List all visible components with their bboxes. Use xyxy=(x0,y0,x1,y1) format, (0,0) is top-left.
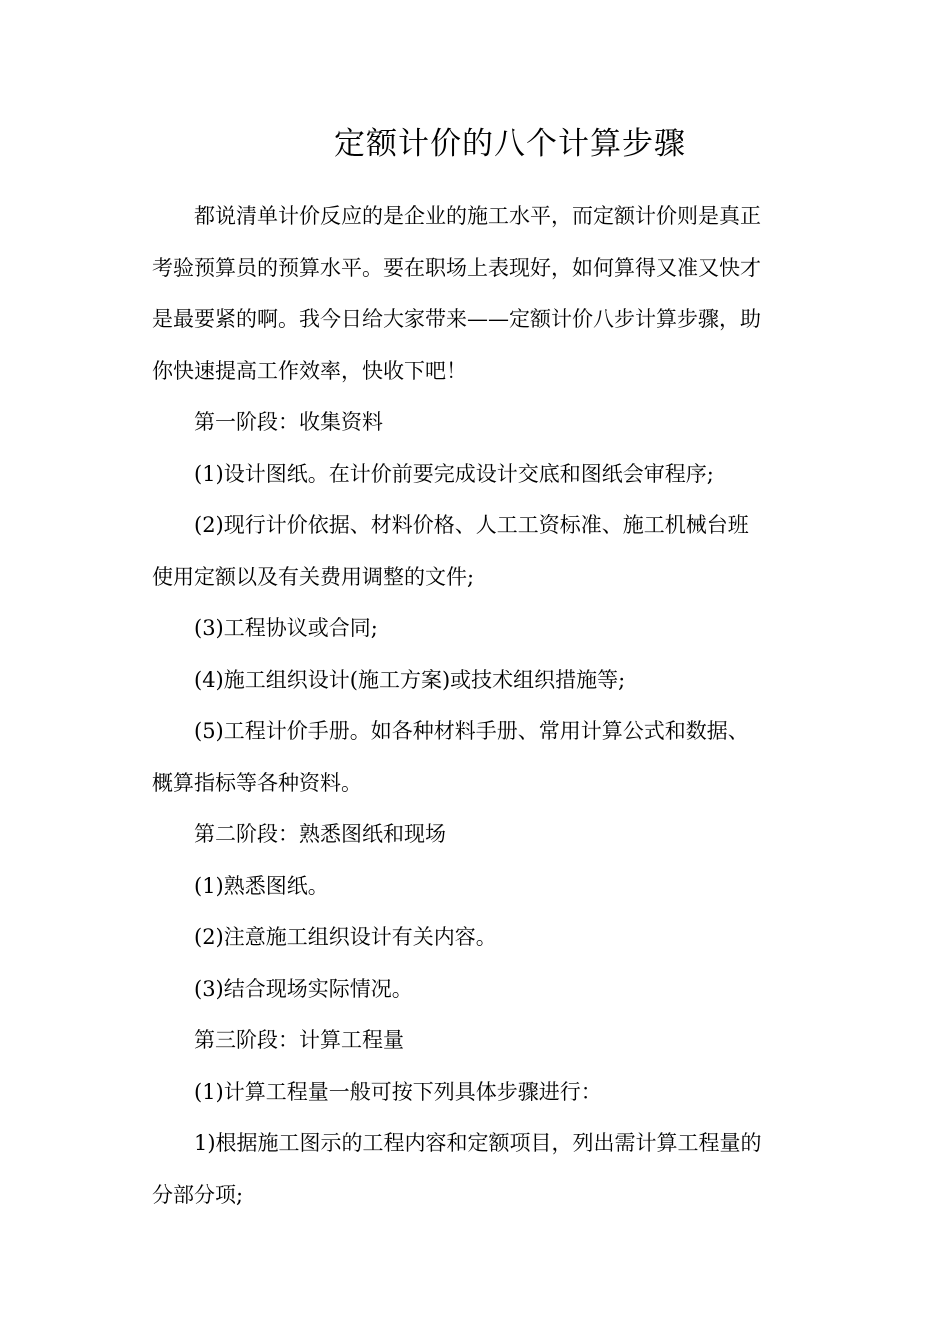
paragraph-line: 都说清单计价反应的是企业的施工水平，而定额计价则是真正 xyxy=(194,204,761,228)
list-item: (3)工程协议或合同; xyxy=(194,616,378,640)
list-item-continuation: 概算指标等各种资料。 xyxy=(152,770,362,795)
list-item: (1)熟悉图纸。 xyxy=(194,873,329,898)
section-heading: 第一阶段：收集资料 xyxy=(194,410,383,434)
list-item: (1)设计图纸。在计价前要完成设计交底和图纸会审程序; xyxy=(194,461,714,486)
paragraph-line: 是最要紧的啊。我今日给大家带来——定额计价八步计算步骤，助 xyxy=(152,307,761,331)
list-item: (3)结合现场实际情况。 xyxy=(194,976,413,1001)
list-item-continuation: 使用定额以及有关费用调整的文件; xyxy=(152,564,475,589)
list-item: 1)根据施工图示的工程内容和定额项目，列出需计算工程量的 xyxy=(194,1131,762,1155)
list-item-continuation: 分部分项; xyxy=(152,1182,244,1207)
document-body xyxy=(152,191,804,1221)
section-heading: 第三阶段：计算工程量 xyxy=(194,1028,404,1052)
list-item: (1)计算工程量一般可按下列具体步骤进行： xyxy=(194,1079,602,1104)
section-heading: 第二阶段：熟悉图纸和现场 xyxy=(194,822,446,846)
list-item: (5)工程计价手册。如各种材料手册、常用计算公式和数据、 xyxy=(194,719,749,743)
document-title: 定额计价的八个计算步骤 xyxy=(334,126,686,162)
list-item: (4)施工组织设计(施工方案)或技术组织措施等; xyxy=(194,667,626,692)
list-item: (2)注意施工组织设计有关内容。 xyxy=(194,925,497,949)
paragraph-line: 考验预算员的预算水平。要在职场上表现好，如何算得又准又快才 xyxy=(152,255,761,280)
list-item: (2)现行计价依据、材料价格、人工工资标准、施工机械台班 xyxy=(194,513,749,537)
paragraph-line: 你快速提高工作效率，快收下吧！ xyxy=(152,358,467,383)
